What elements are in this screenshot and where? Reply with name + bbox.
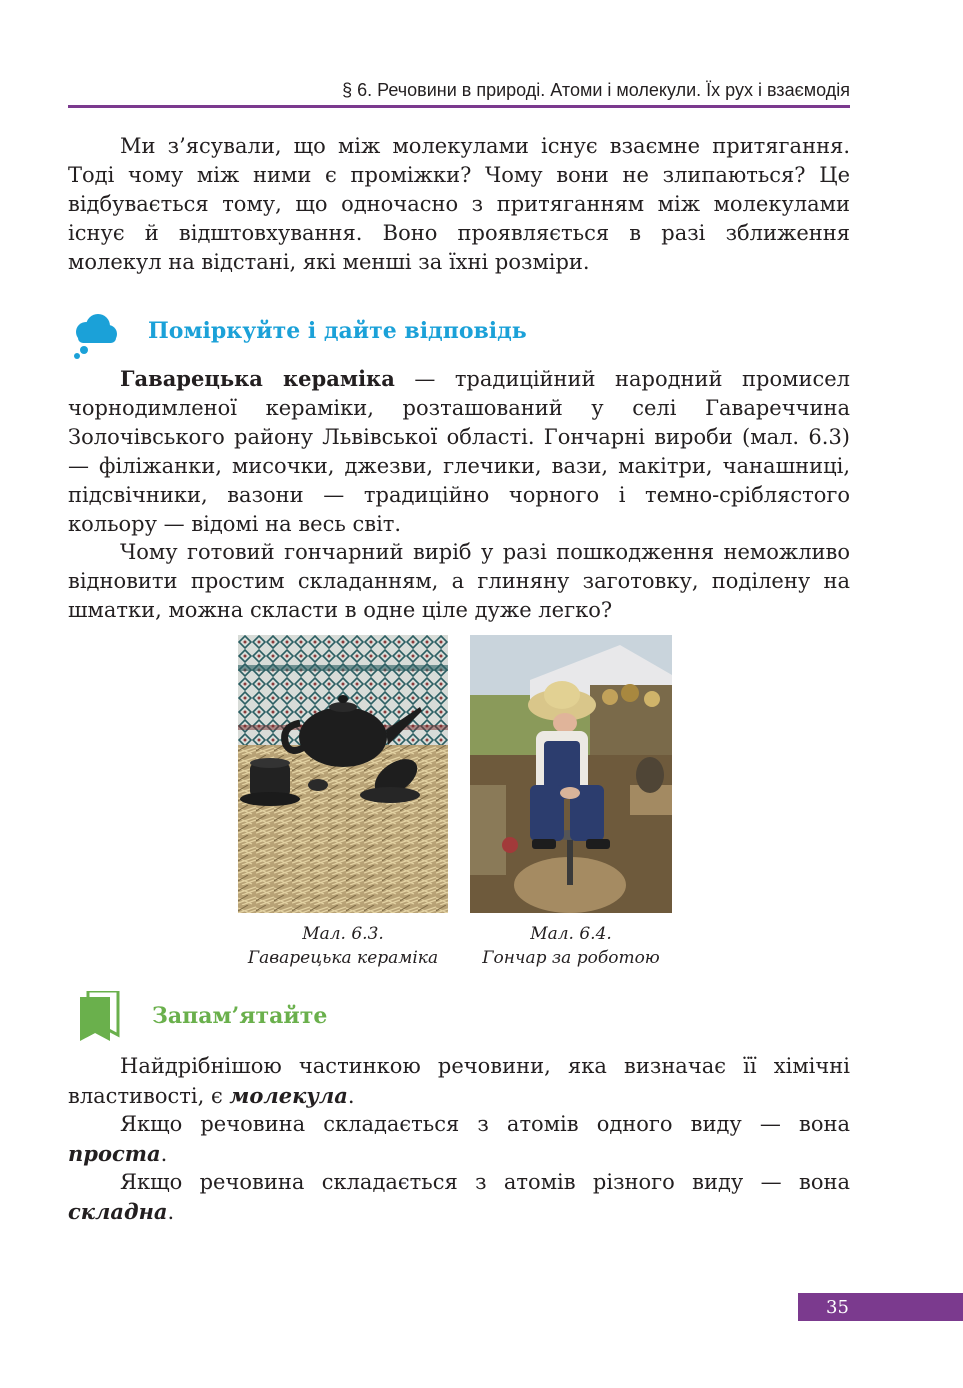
question-text: Чому готовий гончарний виріб у разі пошкодження неможливо відновити простим складанням, а глиняну заготовку, поділену на шматки, можна скласти в одне ціле дуже легко? [68, 540, 850, 622]
remember-paragraph-2 [68, 1110, 850, 1169]
remember-text-2: Якщо речовина складається з атомів одного виду — вона [120, 1112, 850, 1136]
ceramics-text: — традиційний народний промисел чорнодимленої кераміки, розташований у селі Гавареччина Золочівського району Львівської області. Гончарні вироби (мал. 6.3) — філіжанки, мисочки, джезви, глечики, вази, макітри, чанашниці, підсвічники, вазони — традиційно чорного і темно-сріблястого кольору — відомі на весь світ. [68, 367, 850, 536]
ceramics-paragraph [68, 364, 850, 539]
page-number: 35 [826, 1297, 849, 1318]
figure-6-4-number: Мал. 6.4. [530, 924, 612, 944]
ceramics-photo [238, 635, 448, 913]
figure-6-4-caption [451, 922, 691, 970]
remember-term-1: молекула [229, 1083, 348, 1108]
remember-term-3: складна [68, 1199, 168, 1224]
potter-photo [470, 635, 672, 913]
question-paragraph [68, 538, 850, 625]
figure-6-4-title: Гончар за роботою [482, 948, 660, 968]
remember-paragraph-3 [68, 1168, 850, 1227]
bookmark-icon [78, 991, 120, 1043]
remember-end-2: . [160, 1142, 168, 1166]
intro-paragraph [68, 132, 850, 277]
cloud-icon [70, 312, 120, 360]
remember-section-title: Запам’ятайте [152, 1003, 328, 1029]
remember-text-3: Якщо речовина складається з атомів різного виду — вона [120, 1170, 850, 1194]
think-section-title: Поміркуйте і дайте відповідь [148, 318, 527, 344]
header-rule [68, 105, 850, 108]
remember-end-1: . [347, 1084, 355, 1108]
figure-6-3-number: Мал. 6.3. [302, 924, 384, 944]
remember-term-2: проста [68, 1141, 161, 1166]
remember-text-1: Найдрібнішою частинкою речовини, яка визначає її хімічні властивості, є [68, 1054, 850, 1108]
ceramics-term: Гаварецька кераміка [120, 366, 395, 391]
page-number-box [798, 1293, 963, 1321]
intro-text: Ми з’ясували, що між молекулами існує взаємне притягання. Тоді чому між ними є проміжки? Чому вони не злипаються? Це відбувається тому, що одночасно з притяганням між молекулами існує й відштовхування. Воно проявляється в разі зближення молекул на відстані, які менші за їхні розміри. [68, 134, 850, 274]
running-header: § 6. Речовини в природі. Атоми і молекули. Їх рух і взаємодія [342, 80, 850, 100]
remember-paragraph-1 [68, 1052, 850, 1111]
figure-6-3-title: Гаварецька кераміка [247, 948, 439, 968]
figure-6-3-caption [223, 922, 463, 970]
remember-end-3: . [167, 1200, 175, 1224]
